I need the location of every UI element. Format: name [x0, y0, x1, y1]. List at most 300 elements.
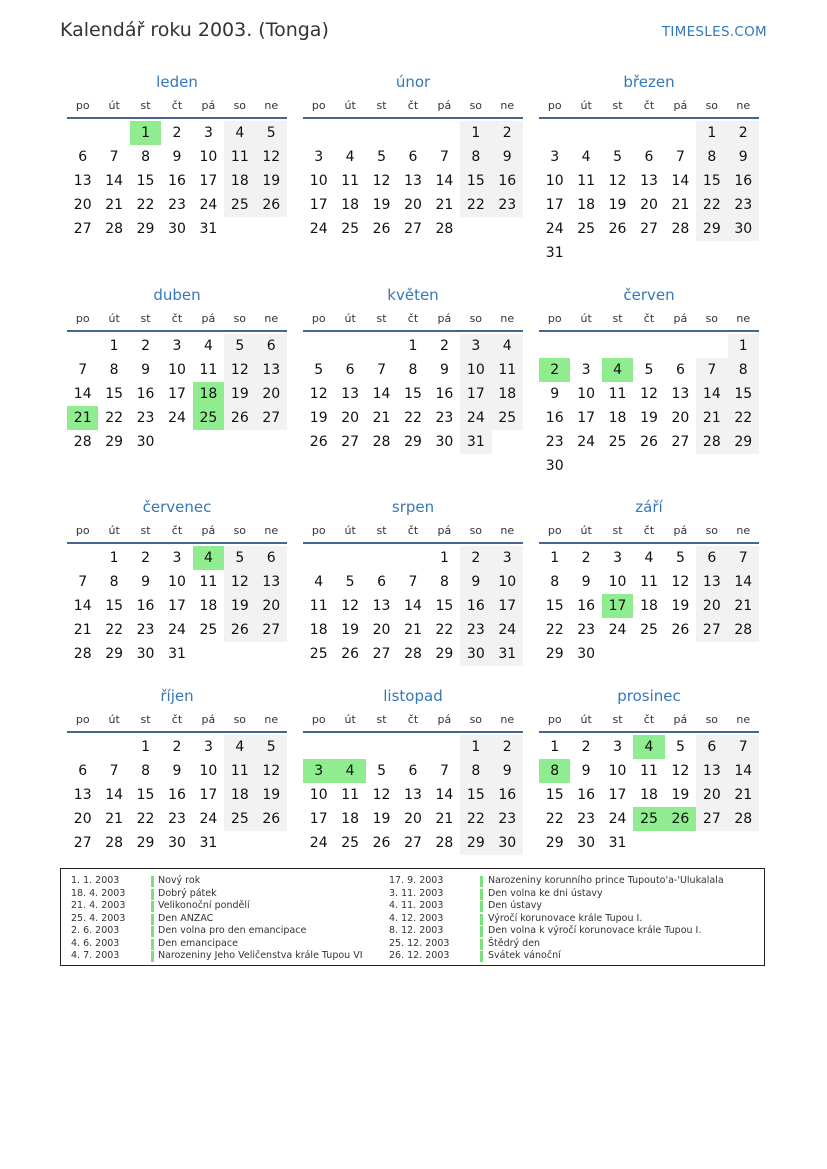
weekday-label: so — [705, 312, 719, 325]
brand-link[interactable]: TIMESLES.COM — [661, 24, 767, 40]
day-cell: 23 — [577, 622, 596, 638]
day-cell: 8 — [460, 145, 491, 169]
day-cell: 24 — [199, 811, 218, 827]
day-cell: 30 — [168, 221, 186, 237]
holiday-day-cell: 4 — [602, 358, 633, 382]
day-cell: 22 — [105, 622, 124, 638]
day-cell: 8 — [141, 149, 151, 165]
day-cell: 17 — [608, 787, 627, 803]
day-cell: 13 — [640, 173, 658, 189]
weekday-label: po — [311, 312, 326, 325]
day-cell: 28 — [404, 646, 422, 662]
day-cell: 21 — [435, 811, 454, 827]
day-cell: 21 — [671, 197, 690, 213]
day-cell: 21 — [105, 811, 124, 827]
weekday-header — [303, 711, 523, 733]
day-cell: 3 — [460, 334, 491, 358]
weekday-label: st — [140, 524, 151, 537]
weekday-label: st — [376, 524, 387, 537]
day-cell: 10 — [168, 362, 186, 378]
day-cell: 14 — [728, 570, 759, 594]
day-cell: 15 — [136, 787, 155, 803]
day-cell: 27 — [671, 434, 690, 450]
day-cell: 1 — [550, 739, 560, 755]
weekday-label: čt — [407, 99, 419, 112]
weekday-label: so — [233, 713, 247, 726]
day-cell: 22 — [136, 811, 155, 827]
weekday-label: po — [75, 312, 90, 325]
day-cell: 20 — [671, 410, 690, 426]
day-cell: 27 — [640, 221, 658, 237]
day-cell: 13 — [671, 386, 690, 402]
day-cell: 7 — [675, 149, 685, 165]
legend-date: 3. 11. 2003 — [389, 887, 444, 899]
holiday-day-cell: 26 — [665, 807, 696, 831]
weekday-label: čt — [407, 524, 419, 537]
day-cell: 15 — [404, 386, 422, 402]
weekday-label: so — [233, 524, 247, 537]
weekday-label: pá — [437, 99, 452, 112]
day-cell: 3 — [172, 550, 182, 566]
day-cell: 21 — [728, 783, 759, 807]
day-cell: 6 — [696, 546, 727, 570]
day-cell: 17 — [199, 173, 218, 189]
holiday-day-cell: 21 — [67, 406, 98, 430]
day-cell: 9 — [492, 145, 523, 169]
day-cell: 29 — [545, 835, 564, 851]
day-cell: 7 — [439, 149, 449, 165]
day-cell: 2 — [728, 121, 759, 145]
day-cell: 21 — [404, 622, 422, 638]
day-cell: 10 — [168, 574, 186, 590]
day-cell: 16 — [577, 787, 596, 803]
empty-cell — [602, 334, 633, 358]
day-cell: 4 — [224, 121, 255, 145]
month-září — [539, 497, 759, 666]
day-cell: 25 — [341, 835, 360, 851]
day-cell: 18 — [224, 169, 255, 193]
day-cell: 28 — [671, 221, 690, 237]
day-cell: 10 — [608, 574, 627, 590]
holiday-day-cell: 2 — [539, 358, 570, 382]
empty-cell — [303, 546, 334, 570]
day-cell: 29 — [404, 434, 422, 450]
day-cell: 21 — [372, 410, 391, 426]
empty-cell — [334, 735, 365, 759]
day-cell: 21 — [73, 622, 92, 638]
day-cell: 12 — [256, 759, 287, 783]
day-cell: 8 — [109, 574, 119, 590]
day-cell: 16 — [435, 386, 454, 402]
weekday-label: út — [580, 524, 592, 537]
day-cell: 30 — [577, 835, 596, 851]
day-cell: 23 — [136, 622, 155, 638]
day-cell: 14 — [728, 759, 759, 783]
day-cell: 23 — [168, 811, 186, 827]
day-cell: 2 — [581, 550, 591, 566]
day-cell: 24 — [168, 410, 186, 426]
day-cell: 25 — [224, 807, 255, 831]
day-cell: 24 — [608, 811, 627, 827]
day-cell: 30 — [492, 831, 523, 855]
empty-cell — [334, 334, 365, 358]
weekday-label: ne — [264, 524, 279, 537]
day-cell: 25 — [492, 406, 523, 430]
weekday-label: pá — [201, 312, 216, 325]
empty-cell — [570, 121, 601, 145]
day-cell: 18 — [341, 811, 360, 827]
day-cell: 26 — [256, 193, 287, 217]
day-cell: 20 — [73, 811, 92, 827]
day-cell: 16 — [460, 594, 491, 618]
day-cell: 30 — [136, 434, 155, 450]
weekday-label: pá — [201, 99, 216, 112]
day-cell: 3 — [613, 550, 623, 566]
weekday-label: pá — [673, 99, 688, 112]
legend-holiday-name: Štědrý den — [488, 937, 541, 949]
weekday-label: út — [344, 312, 356, 325]
day-cell: 6 — [345, 362, 355, 378]
empty-cell — [429, 735, 460, 759]
day-cell: 17 — [168, 386, 186, 402]
legend-holiday-name: Svátek vánoční — [488, 950, 561, 961]
weekday-label: ne — [736, 713, 751, 726]
weekday-header — [539, 522, 759, 544]
empty-cell — [334, 546, 365, 570]
day-cell: 12 — [256, 145, 287, 169]
day-cell: 6 — [644, 149, 654, 165]
day-cell: 5 — [345, 574, 355, 590]
month-říjen — [67, 686, 287, 855]
day-cell: 9 — [172, 149, 182, 165]
legend-date: 26. 12. 2003 — [389, 950, 450, 961]
day-cell: 5 — [377, 149, 387, 165]
day-cell: 17 — [545, 197, 564, 213]
weekday-label: so — [705, 99, 719, 112]
day-cell: 7 — [728, 735, 759, 759]
day-cell: 20 — [256, 382, 287, 406]
day-cell: 15 — [696, 169, 727, 193]
weekday-label: čt — [407, 312, 419, 325]
day-cell: 29 — [728, 430, 759, 454]
day-grid — [303, 546, 523, 666]
empty-cell — [67, 334, 98, 358]
day-cell: 30 — [545, 458, 564, 474]
empty-cell — [366, 121, 397, 145]
day-cell: 7 — [439, 763, 449, 779]
day-cell: 6 — [696, 735, 727, 759]
day-cell: 25 — [309, 646, 328, 662]
legend-marker — [480, 926, 483, 937]
day-cell: 17 — [577, 410, 596, 426]
day-cell: 13 — [341, 386, 360, 402]
day-cell: 27 — [73, 835, 92, 851]
day-cell: 19 — [224, 382, 255, 406]
day-cell: 20 — [404, 197, 422, 213]
day-cell: 28 — [73, 434, 92, 450]
day-grid — [303, 334, 523, 454]
day-cell: 11 — [640, 763, 658, 779]
day-cell: 6 — [256, 334, 287, 358]
day-cell: 2 — [581, 739, 591, 755]
weekday-label: pá — [673, 713, 688, 726]
empty-cell — [366, 735, 397, 759]
month-srpen — [303, 497, 523, 666]
day-cell: 8 — [141, 763, 151, 779]
weekday-label: st — [140, 312, 151, 325]
day-cell: 23 — [545, 434, 564, 450]
weekday-label: ne — [736, 99, 751, 112]
day-cell: 2 — [492, 735, 523, 759]
day-cell: 7 — [109, 149, 119, 165]
empty-cell — [633, 334, 664, 358]
weekday-header — [539, 97, 759, 119]
day-cell: 17 — [309, 197, 328, 213]
day-cell: 24 — [199, 197, 218, 213]
day-cell: 20 — [256, 594, 287, 618]
weekday-label: út — [580, 99, 592, 112]
day-cell: 23 — [492, 807, 523, 831]
day-cell: 6 — [78, 149, 88, 165]
empty-cell — [665, 121, 696, 145]
day-cell: 1 — [460, 735, 491, 759]
weekday-label: pá — [437, 713, 452, 726]
day-cell: 30 — [435, 434, 454, 450]
holiday-day-cell: 25 — [633, 807, 664, 831]
month-name: říjen — [160, 687, 194, 705]
day-cell: 6 — [78, 763, 88, 779]
day-cell: 16 — [168, 173, 186, 189]
day-cell: 31 — [492, 642, 523, 666]
day-cell: 15 — [105, 598, 124, 614]
empty-cell — [539, 121, 570, 145]
weekday-label: ne — [500, 713, 515, 726]
day-cell: 13 — [404, 173, 422, 189]
day-cell: 22 — [404, 410, 422, 426]
day-cell: 23 — [460, 618, 491, 642]
day-cell: 22 — [136, 197, 155, 213]
holiday-day-cell: 4 — [633, 735, 664, 759]
weekday-label: st — [612, 713, 623, 726]
weekday-label: po — [547, 524, 562, 537]
day-cell: 11 — [199, 362, 218, 378]
day-cell: 18 — [492, 382, 523, 406]
weekday-label: út — [580, 312, 592, 325]
day-cell: 11 — [224, 759, 255, 783]
day-grid — [67, 121, 287, 241]
day-cell: 13 — [696, 759, 727, 783]
day-cell: 13 — [256, 358, 287, 382]
day-cell: 12 — [671, 763, 690, 779]
day-cell: 16 — [168, 787, 186, 803]
day-cell: 19 — [671, 598, 690, 614]
day-cell: 23 — [728, 193, 759, 217]
day-cell: 5 — [613, 149, 623, 165]
day-cell: 27 — [372, 646, 391, 662]
day-cell: 11 — [492, 358, 523, 382]
day-cell: 4 — [581, 149, 591, 165]
month-červenec — [67, 497, 287, 666]
day-cell: 17 — [309, 811, 328, 827]
legend-holiday-name: Výročí korunovace krále Tupou I. — [488, 912, 643, 924]
month-name: duben — [153, 286, 201, 304]
day-cell: 14 — [404, 598, 422, 614]
weekday-header — [67, 310, 287, 332]
day-cell: 2 — [492, 121, 523, 145]
day-cell: 24 — [577, 434, 596, 450]
day-cell: 5 — [377, 763, 387, 779]
day-cell: 27 — [256, 406, 287, 430]
day-cell: 30 — [136, 646, 155, 662]
empty-cell — [366, 546, 397, 570]
legend-holiday-name: Narozeniny korunního prince Tupouto'a-'Ulukalala — [488, 875, 724, 886]
day-cell: 8 — [728, 358, 759, 382]
day-cell: 16 — [136, 386, 155, 402]
day-cell: 11 — [309, 598, 328, 614]
day-cell: 24 — [460, 406, 491, 430]
day-cell: 10 — [460, 358, 491, 382]
day-cell: 18 — [640, 598, 658, 614]
day-cell: 10 — [309, 787, 328, 803]
day-cell: 3 — [314, 149, 324, 165]
legend-marker — [151, 901, 154, 912]
legend-marker — [151, 951, 154, 962]
weekday-label: pá — [673, 524, 688, 537]
day-cell: 11 — [341, 173, 360, 189]
day-cell: 13 — [696, 570, 727, 594]
day-cell: 6 — [408, 763, 418, 779]
day-cell: 24 — [309, 835, 328, 851]
day-cell: 27 — [256, 618, 287, 642]
weekday-label: so — [705, 524, 719, 537]
day-cell: 9 — [581, 574, 591, 590]
day-cell: 28 — [435, 221, 454, 237]
holiday-legend — [60, 868, 765, 966]
weekday-label: po — [547, 713, 562, 726]
day-cell: 9 — [550, 386, 560, 402]
empty-cell — [570, 334, 601, 358]
day-cell: 19 — [309, 410, 328, 426]
day-cell: 28 — [372, 434, 391, 450]
day-cell: 5 — [256, 121, 287, 145]
day-cell: 4 — [644, 550, 654, 566]
empty-cell — [665, 334, 696, 358]
day-cell: 9 — [172, 763, 182, 779]
weekday-label: so — [469, 99, 483, 112]
day-cell: 31 — [460, 430, 491, 454]
day-cell: 22 — [460, 807, 491, 831]
legend-date: 4. 7. 2003 — [71, 950, 120, 961]
day-cell: 31 — [168, 646, 186, 662]
day-cell: 29 — [105, 434, 124, 450]
weekday-label: so — [233, 312, 247, 325]
weekday-label: út — [108, 312, 120, 325]
day-cell: 20 — [404, 811, 422, 827]
legend-holiday-name: Nový rok — [158, 875, 201, 886]
weekday-label: st — [612, 524, 623, 537]
weekday-header — [303, 310, 523, 332]
day-cell: 25 — [608, 434, 627, 450]
weekday-header — [303, 97, 523, 119]
weekday-label: pá — [437, 524, 452, 537]
day-cell: 7 — [78, 574, 88, 590]
legend-date: 25. 12. 2003 — [389, 937, 450, 949]
month-leden — [67, 72, 287, 241]
day-cell: 21 — [728, 594, 759, 618]
day-grid — [539, 546, 759, 666]
weekday-label: čt — [643, 524, 655, 537]
day-cell: 22 — [696, 193, 727, 217]
day-cell: 27 — [341, 434, 360, 450]
day-cell: 1 — [696, 121, 727, 145]
legend-holiday-name: Den volna k výročí korunovace krále Tupou I. — [488, 925, 702, 936]
weekday-label: so — [233, 99, 247, 112]
legend-marker — [480, 889, 483, 900]
empty-cell — [303, 735, 334, 759]
day-cell: 15 — [460, 783, 491, 807]
day-cell: 23 — [168, 197, 186, 213]
day-cell: 2 — [439, 338, 449, 354]
day-cell: 29 — [105, 646, 124, 662]
day-cell: 25 — [341, 221, 360, 237]
day-cell: 9 — [439, 362, 449, 378]
day-cell: 28 — [105, 221, 124, 237]
weekday-label: po — [75, 713, 90, 726]
day-grid — [539, 121, 759, 265]
day-cell: 18 — [199, 598, 218, 614]
legend-marker — [480, 876, 483, 887]
legend-marker — [480, 901, 483, 912]
day-cell: 22 — [728, 406, 759, 430]
day-cell: 12 — [372, 787, 391, 803]
day-cell: 26 — [341, 646, 360, 662]
legend-holiday-name: Velikonoční pondělí — [158, 900, 250, 911]
day-cell: 17 — [460, 382, 491, 406]
day-cell: 17 — [168, 598, 186, 614]
month-name: červenec — [142, 498, 212, 516]
day-cell: 11 — [224, 145, 255, 169]
legend-holiday-name: Den volna pro den emancipace — [158, 925, 307, 936]
day-cell: 28 — [728, 618, 759, 642]
day-cell: 1 — [550, 550, 560, 566]
day-cell: 10 — [199, 763, 218, 779]
empty-cell — [67, 735, 98, 759]
day-cell: 6 — [675, 362, 685, 378]
day-cell: 19 — [256, 169, 287, 193]
weekday-label: ne — [500, 524, 515, 537]
month-únor — [303, 72, 523, 241]
day-cell: 15 — [435, 598, 454, 614]
day-cell: 13 — [73, 173, 92, 189]
day-grid — [303, 121, 523, 241]
day-cell: 24 — [608, 622, 627, 638]
day-cell: 27 — [404, 221, 422, 237]
day-cell: 16 — [492, 783, 523, 807]
day-cell: 14 — [435, 173, 454, 189]
day-cell: 24 — [545, 221, 564, 237]
weekday-label: st — [376, 99, 387, 112]
day-cell: 13 — [73, 787, 92, 803]
holiday-day-cell: 4 — [193, 546, 224, 570]
day-cell: 26 — [372, 835, 391, 851]
day-cell: 1 — [109, 338, 119, 354]
day-cell: 5 — [675, 739, 685, 755]
day-cell: 9 — [728, 145, 759, 169]
weekday-label: st — [612, 99, 623, 112]
day-cell: 29 — [545, 646, 564, 662]
day-cell: 2 — [172, 125, 182, 141]
weekday-label: ne — [736, 524, 751, 537]
